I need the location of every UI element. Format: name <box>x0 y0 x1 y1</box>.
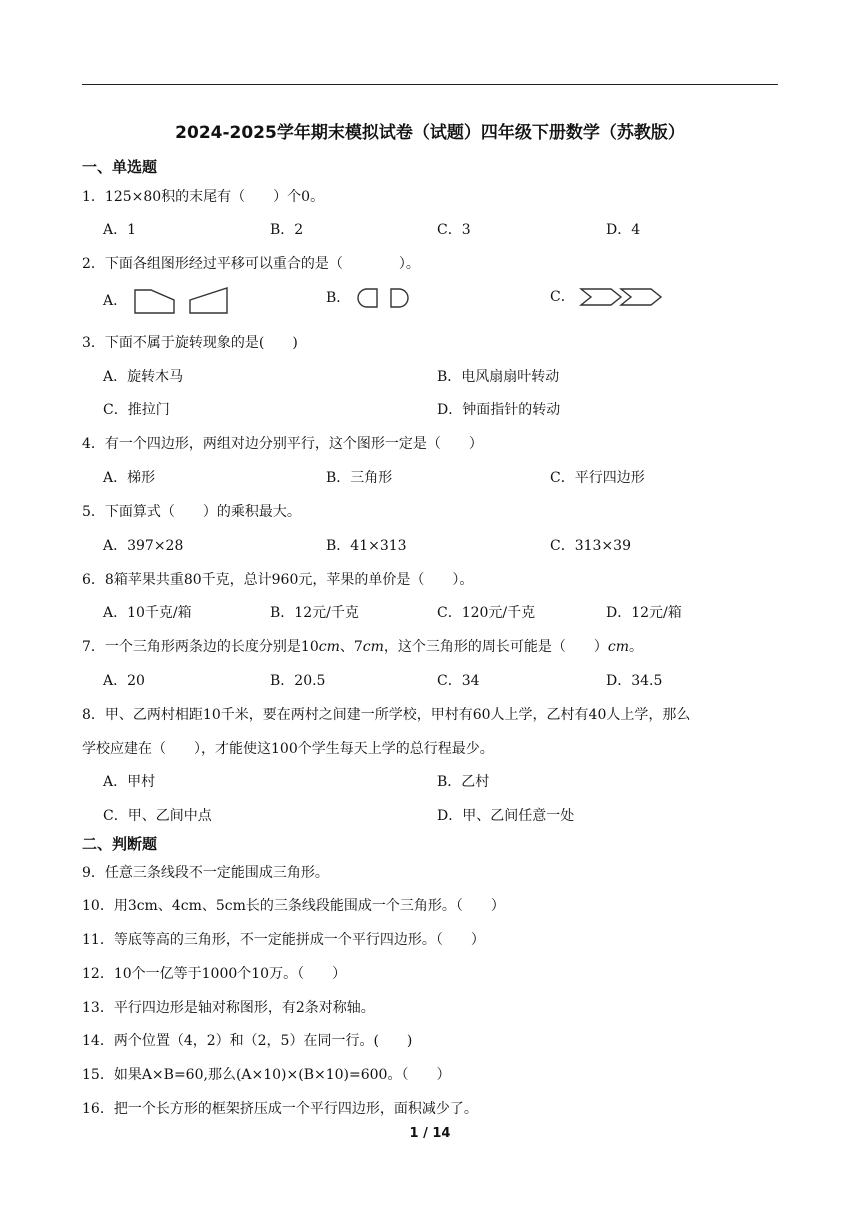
q8-option-b[interactable]: B．乙村 <box>437 774 490 790</box>
question-14: 14．两个位置（4，2）和（2，5）在同一行。( ) <box>82 1033 413 1049</box>
q2-option-b-label: B． <box>326 290 351 306</box>
q7-option-a[interactable]: A．20 <box>103 673 145 689</box>
q5-option-b[interactable]: B．41×313 <box>326 538 407 554</box>
q3-option-d[interactable]: D．钟面指针的转动 <box>437 402 561 418</box>
q7-option-c[interactable]: C．34 <box>437 673 480 689</box>
question-16: 16．把一个长方形的框架挤压成一个平行四边形，面积减少了。 <box>82 1101 478 1117</box>
q4-option-c[interactable]: C．平行四边形 <box>550 470 645 486</box>
q5-option-a[interactable]: A．397×28 <box>103 538 184 554</box>
question-2: 2．下面各组图形经过平移可以重合的是（ ）。 <box>82 256 420 272</box>
question-4: 4．有一个四边形，两组对边分别平行，这个图形一定是（ ） <box>82 436 483 452</box>
q6-option-a[interactable]: A．10千克/箱 <box>103 605 192 621</box>
q4-option-b[interactable]: B．三角形 <box>326 470 393 486</box>
q7-unit-3: cm <box>607 639 630 655</box>
q2-option-c-figure <box>579 286 665 308</box>
question-9: 9．任意三条线段不一定能围成三角形。 <box>82 865 329 881</box>
q7-text-b: 、7 <box>339 639 363 655</box>
q7-option-b[interactable]: B．20.5 <box>270 673 326 689</box>
q4-option-a[interactable]: A．梯形 <box>103 470 156 486</box>
q7-text-c: ，这个三角形的周长可能是（ ） <box>383 639 608 655</box>
question-8-line-2: 学校应建在（ ），才能使这100个学生每天上学的总行程最少。 <box>82 741 494 757</box>
q8-option-d[interactable]: D．甲、乙间任意一处 <box>437 808 575 824</box>
header-rule <box>82 84 778 85</box>
q2-option-b[interactable] <box>326 286 415 310</box>
q1-option-b[interactable]: B．2 <box>270 222 304 238</box>
q7-unit-2: cm <box>362 639 384 655</box>
q3-option-c[interactable]: C．推拉门 <box>103 402 170 418</box>
q3-option-b[interactable]: B．电风扇扇叶转动 <box>437 369 560 385</box>
q2-option-c-label: C． <box>550 289 575 305</box>
question-6: 6．8箱苹果共重80千克，总计960元，苹果的单价是（ ）。 <box>82 572 474 588</box>
question-15: 15．如果A×B=60,那么(A×10)×(B×10)=600。（ ） <box>82 1067 451 1083</box>
q7-text-d: 。 <box>629 639 644 655</box>
q2-option-a-label: A． <box>103 293 128 309</box>
q7-option-d[interactable]: D．34.5 <box>606 673 663 689</box>
q5-option-c[interactable]: C．313×39 <box>550 538 631 554</box>
q7-unit-1: cm <box>318 639 340 655</box>
page-title: 2024-2025学年期末模拟试卷（试题）四年级下册数学（苏教版） <box>175 123 685 143</box>
q1-option-a[interactable]: A．1 <box>103 222 137 238</box>
q1-option-c[interactable]: C．3 <box>437 222 471 238</box>
question-5: 5．下面算式（ ）的乘积最大。 <box>82 504 301 520</box>
section-true-false: 二、判断题 <box>82 835 158 853</box>
q6-option-c[interactable]: C．120元/千克 <box>437 605 536 621</box>
q1-option-d[interactable]: D．4 <box>606 222 641 238</box>
section-single-choice: 一、单选题 <box>82 158 158 176</box>
question-13: 13．平行四边形是轴对称图形，有2条对称轴。 <box>82 1000 375 1016</box>
page-number: 1 / 14 <box>409 1126 451 1141</box>
q6-option-d[interactable]: D．12元/箱 <box>606 605 682 621</box>
question-10: 10．用3cm、4cm、5cm长的三条线段能围成一个三角形。（ ） <box>82 898 505 914</box>
question-8-line-1: 8．甲、乙两村相距10千米，要在两村之间建一所学校，甲村有60人上学，乙村有40人上学，那么 <box>82 707 691 723</box>
q7-text-a: 7．一个三角形两条边的长度分别是10 <box>82 639 319 655</box>
q3-option-a[interactable]: A．旋转木马 <box>103 369 184 385</box>
question-7 <box>82 636 643 656</box>
question-11: 11．等底等高的三角形，不一定能拼成一个平行四边形。（ ） <box>82 932 485 948</box>
q2-option-a-figure <box>132 286 232 316</box>
q8-option-c[interactable]: C．甲、乙间中点 <box>103 808 212 824</box>
q6-option-b[interactable]: B．12元/千克 <box>270 605 359 621</box>
q2-option-a[interactable] <box>103 286 232 316</box>
q8-option-a[interactable]: A．甲村 <box>103 774 156 790</box>
question-12: 12．10个一亿等于1000个10万。（ ） <box>82 966 347 982</box>
question-3: 3．下面不属于旋转现象的是( ) <box>82 335 298 351</box>
question-1: 1．125×80积的末尾有（ ）个0。 <box>82 189 325 205</box>
q2-option-b-figure <box>355 286 415 310</box>
q2-option-c[interactable] <box>550 286 665 308</box>
